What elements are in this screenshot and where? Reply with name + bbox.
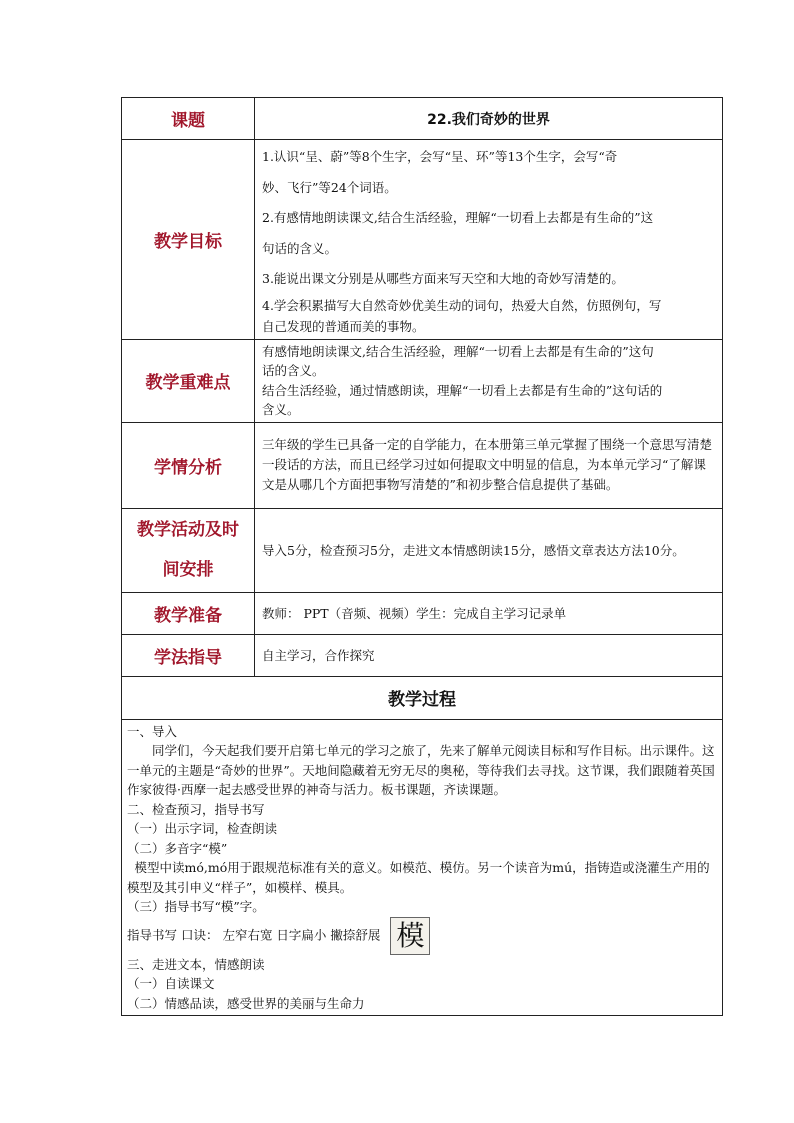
goal-line: 句话的含义。 xyxy=(262,240,338,256)
goal-line: 2.有感情地朗读课文,结合生活经验，理解“一切看上去都是有生命的”这 xyxy=(262,210,654,225)
topic-label: 课题 xyxy=(122,98,255,140)
goal-line: 妙、飞行”等24个词语。 xyxy=(262,179,397,195)
key-point-line: 结合生活经验，通过情感朗读，理解“一切看上去都是有生命的”这句话的 xyxy=(262,382,663,398)
row-topic xyxy=(122,98,723,140)
section-heading: 三、走进文本，情感朗读 xyxy=(127,956,265,972)
activities-value: 导入5分，检查预习5分，走进文本情感朗读15分，感悟文章表达方法10分。 xyxy=(255,508,723,592)
goal-line: 自己发现的普通而美的事物。 xyxy=(262,318,425,334)
writing-tip-line xyxy=(127,917,717,955)
row-method xyxy=(122,634,723,676)
activities-label-line: 间安排 xyxy=(162,560,214,580)
goal-line: 1.认识“呈、蔚”等8个生字，会写“呈、环”等13个生字，会写“奇 xyxy=(262,149,618,164)
row-process-body xyxy=(122,719,723,1016)
subsection-heading: （一）自读课文 xyxy=(127,976,215,991)
subsection-heading: （一）出示字词，检查朗读 xyxy=(127,821,278,836)
lesson-plan-table-wrapper xyxy=(121,97,723,1016)
process-heading: 教学过程 xyxy=(122,676,723,719)
goal-line: 4.学会积累描写大自然奇妙优美生动的词句，热爱大自然，仿照例句，写 xyxy=(262,297,662,313)
row-goals xyxy=(122,140,723,340)
section-heading: 一、导入 xyxy=(127,723,178,739)
key-point-line: 含义。 xyxy=(262,402,300,417)
row-key-points xyxy=(122,339,723,422)
lesson-plan-table xyxy=(121,97,723,1016)
key-point-line: 话的含义。 xyxy=(262,363,325,378)
key-point-line: 有感情地朗读课文,结合生活经验，理解“一切看上去都是有生命的”这句 xyxy=(262,343,654,359)
method-value: 自主学习，合作探究 xyxy=(255,634,723,676)
row-activities xyxy=(122,508,723,592)
paragraph: 同学们，今天起我们要开启第七单元的学习之旅了，先来了解单元阅读目标和写作目标。出示课件。这一单元的主题是“奇妙的世界”。天地间隐藏着无穷无尽的奥秘，等待我们去寻找。这节课，我们跟随着英国作家彼得·西摩一起去感受世界的神奇与活力。板书课题，齐读课题。 xyxy=(127,743,715,797)
goals-value xyxy=(255,140,723,340)
row-analysis xyxy=(122,422,723,508)
writing-tip: 指导书写 口诀： 左窄右宽 日字扁小 撇捺舒展 xyxy=(127,927,381,942)
analysis-label: 学情分析 xyxy=(122,422,255,508)
analysis-value: 三年级的学生已具备一定的自学能力，在本册第三单元掌握了围绕一个意思写清楚一段话的方法，而且已经学习过如何提取文中明显的信息，为本单元学习“了解课文是从哪几个方面把事物写清楚的”和初步整合信息提供了基础。 xyxy=(255,422,723,508)
key-points-value xyxy=(255,339,723,422)
preparation-value: 教师： PPT（音频、视频）学生：完成自主学习记录单 xyxy=(255,592,723,634)
paragraph: 模型中读mó,mó用于跟规范标准有关的意义。如模范、模仿。另一个读音为mú，指铸造或浇灌生产用的模型及其引申义“样子”，如模样、模具。 xyxy=(127,860,710,895)
character-glyph-image: 模 xyxy=(390,917,430,955)
activities-label-line: 教学活动及时 xyxy=(137,520,239,540)
section-heading: 二、检查预习，指导书写 xyxy=(127,801,265,817)
preparation-label: 教学准备 xyxy=(122,592,255,634)
method-label: 学法指导 xyxy=(122,634,255,676)
topic-value: 22.我们奇妙的世界 xyxy=(255,98,723,140)
subsection-heading: （二）多音字“模” xyxy=(127,840,228,856)
subsection-heading: （三）指导书写“模”字。 xyxy=(127,899,265,914)
row-preparation xyxy=(122,592,723,634)
goals-label: 教学目标 xyxy=(122,140,255,340)
goal-line: 3.能说出课文分别是从哪些方面来写天空和大地的奇妙写清楚的。 xyxy=(262,271,624,286)
activities-label xyxy=(122,508,255,592)
subsection-heading: （二）情感品读，感受世界的美丽与生命力 xyxy=(127,995,365,1011)
process-body xyxy=(122,719,723,1016)
row-process-heading xyxy=(122,676,723,719)
key-points-label: 教学重难点 xyxy=(122,339,255,422)
